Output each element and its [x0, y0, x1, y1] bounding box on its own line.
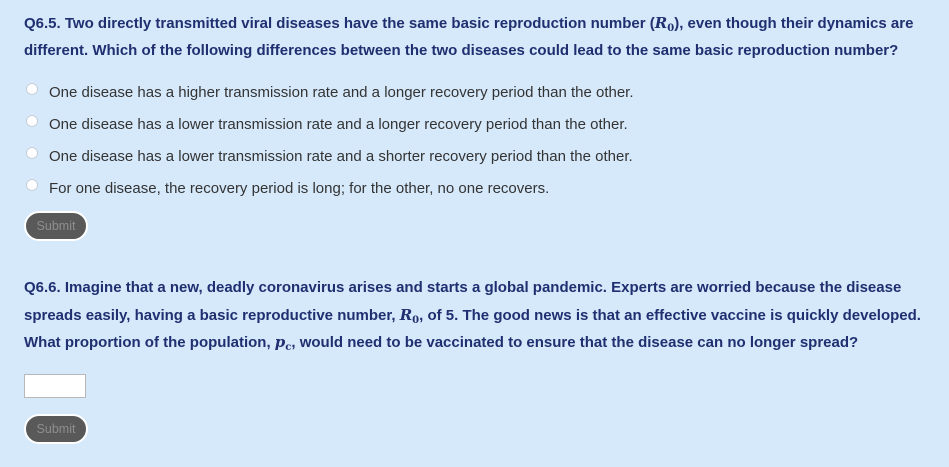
radio-button[interactable] [26, 83, 38, 95]
question-6-5-text [24, 10, 929, 64]
option-2[interactable] [26, 108, 634, 140]
radio-button[interactable] [26, 179, 38, 191]
radio-button[interactable] [26, 147, 38, 159]
answer-options [26, 76, 634, 204]
question-6-5-prompt-start: Q6.5. Two directly transmitted viral diseases have the same basic reproduction number ( [24, 15, 655, 32]
pc-symbol: $p_c$ [274, 333, 292, 353]
option-label: One disease has a lower transmission rate and a longer recovery period than the other. [49, 115, 628, 133]
option-label: One disease has a lower transmission rate and a shorter recovery period than the other. [49, 147, 633, 165]
question-6-6-text [24, 275, 929, 357]
submit-button-q6-6[interactable]: Submit [24, 414, 88, 444]
option-label: One disease has a higher transmission rate and a longer recovery period than the other. [49, 83, 634, 101]
r0-symbol: $R_0$ [399, 305, 420, 326]
r0-symbol: $R_0$ [654, 14, 675, 34]
question-6-5-prompt-end: ), even though their dynamics are different. Which of the following differences between the two diseases could lead to the same basic reproduction number? [24, 15, 914, 59]
radio-button[interactable] [26, 115, 38, 127]
question-6-6-prompt-part-3: , would need to be vaccinated to ensure that the disease can no longer spread? [291, 334, 859, 351]
option-4[interactable] [26, 172, 634, 204]
question-6-6-prompt-part-2: , of 5. The good news is that an effective vaccine is quickly developed. What proportion of the population, [24, 306, 921, 351]
question-6-6-prompt-part-1: Q6.6. Imagine that a new, deadly coronavirus arises and starts a global pandemic. Experts are worried because the disease spreads easily, having a basic reproductive number, [24, 279, 902, 324]
answer-input[interactable] [24, 374, 86, 398]
option-3[interactable] [26, 140, 634, 172]
option-label: For one disease, the recovery period is long; for the other, no one recovers. [49, 179, 550, 197]
option-1[interactable] [26, 76, 634, 108]
submit-button-q6-5[interactable]: Submit [24, 211, 88, 241]
